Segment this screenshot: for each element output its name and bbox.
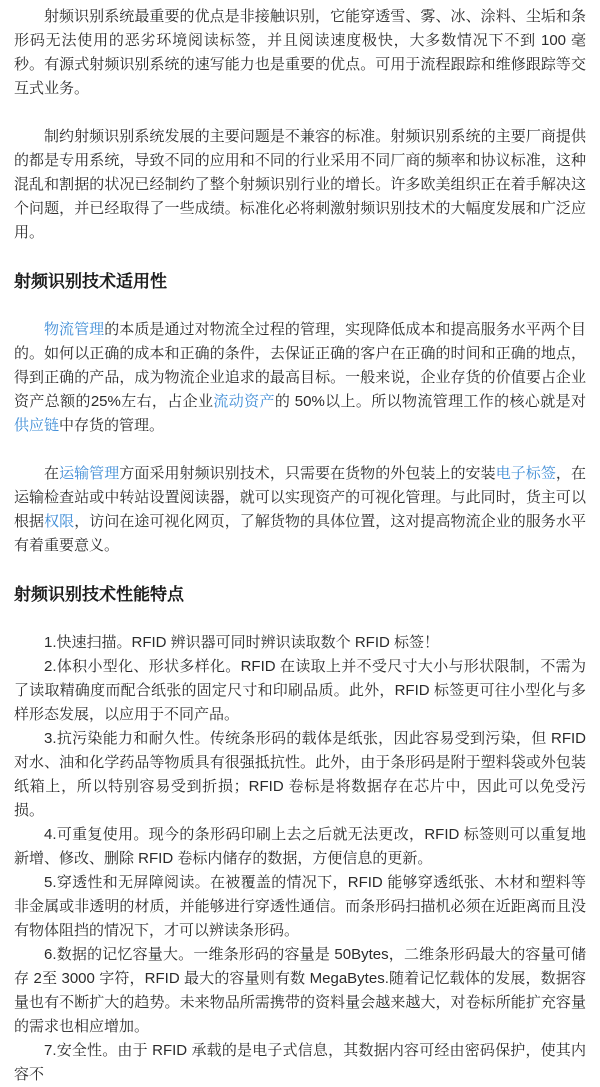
paragraph-logistics: [14, 318, 586, 438]
text-segment: ，在运输检查站或中转站设置阅读器，就可以实现资产的可视化管理。与此同时，货主可以根据: [14, 465, 586, 530]
link-supply-chain[interactable]: 供应链: [14, 417, 60, 434]
text-segment: 的本质是通过对物流全过程的管理，实现降低成本和提高服务水平两个目的。如何以正确的成本和正确的条件，去保证正确的客户在正确的时间和正确的地点，得到正确的产品，成为物流企业追求的最高目标。一般来说，企业存货的价值要占企业资产总额的25%左右，占企业: [14, 321, 586, 410]
feature-item-1: 1.快速扫描。RFID 辨识器可同时辨识读取数个 RFID 标签！: [44, 634, 440, 651]
text-segment: 方面采用射频识别技术，只需要在货物的外包装上的安装: [119, 465, 496, 482]
text-segment: 在: [44, 465, 60, 482]
text-segment: ，访问在途可视化网页，了解货物的具体位置，这对提高物流企业的服务水平有着重要意义。: [14, 513, 586, 554]
link-logistics-management[interactable]: 物流管理: [44, 321, 105, 338]
link-electronic-tag[interactable]: 电子标签: [495, 465, 556, 482]
text-segment: 中存货的管理。: [59, 417, 165, 434]
section-heading-features: 射频识别技术性能特点: [14, 585, 184, 604]
feature-item-2: 2.体积小型化、形状多样化。RFID 在读取上并不受尺寸大小与形状限制，不需为了读取精确度而配合纸张的固定尺寸和印刷品质。此外，RFID 标签更可往小型化与多样形态发展，以应用于不同产品。: [14, 658, 586, 723]
paragraph-transport: [14, 462, 586, 558]
feature-item-7: 7.安全性。由于 RFID 承载的是电子式信息，其数据内容可经由密码保护，使其内容不: [14, 1042, 586, 1083]
intro-paragraph-advantages: 射频识别系统最重要的优点是非接触识别，它能穿透雪、雾、冰、涂料、尘垢和条形码无法使用的恶劣环境阅读标签，并且阅读速度极快，大多数情况下不到 100 毫秒。有源式射频识别系统的速写能力也是重要的优点。可用于流程跟踪和维修跟踪等交互式业务。: [14, 8, 586, 97]
section-heading-applicability: 射频识别技术适用性: [14, 272, 167, 291]
feature-item-3: 3.抗污染能力和耐久性。传统条形码的载体是纸张，因此容易受到污染，但 RFID 对水、油和化学药品等物质具有很强抵抗性。此外，由于条形码是附于塑料袋或外包装纸箱上，所以特别容易受到折损；RFID 卷标是将数据存在芯片中，因此可以免受污损。: [14, 730, 586, 819]
link-transport-management[interactable]: 运输管理: [59, 465, 120, 482]
text-segment: 的 50%以上。所以物流管理工作的核心就是对: [274, 393, 586, 410]
intro-paragraph-standards: 制约射频识别系统发展的主要问题是不兼容的标准。射频识别系统的主要厂商提供的都是专用系统，导致不同的应用和不同的行业采用不同厂商的频率和协议标准，这种混乱和割据的状况已经制约了整个射频识别行业的增长。许多欧美组织正在着手解决这个问题，并已经取得了一些成绩。标准化必将刺激射频识别技术的大幅度发展和广泛应用。: [14, 128, 586, 241]
feature-item-4: 4.可重复使用。现今的条形码印刷上去之后就无法更改，RFID 标签则可以重复地新增、修改、删除 RFID 卷标内储存的数据，方便信息的更新。: [14, 826, 586, 867]
feature-item-5: 5.穿透性和无屏障阅读。在被覆盖的情况下，RFID 能够穿透纸张、木材和塑料等非金属或非透明的材质，并能够进行穿透性通信。而条形码扫描机必须在近距离而且没有物体阻挡的情况下，才可以辨读条形码。: [14, 874, 586, 939]
feature-item-6: 6.数据的记忆容量大。一维条形码的容量是 50Bytes，二维条形码最大的容量可储存 2至 3000 字符，RFID 最大的容量则有数 MegaBytes.随着记忆载体的发展，数据容量也有不断扩大的趋势。未来物品所需携带的资料量会越来越大，对卷标所能扩充容量的需求也相应增加。: [14, 946, 586, 1035]
link-current-assets[interactable]: 流动资产: [213, 393, 275, 410]
link-permission[interactable]: 权限: [44, 513, 75, 530]
